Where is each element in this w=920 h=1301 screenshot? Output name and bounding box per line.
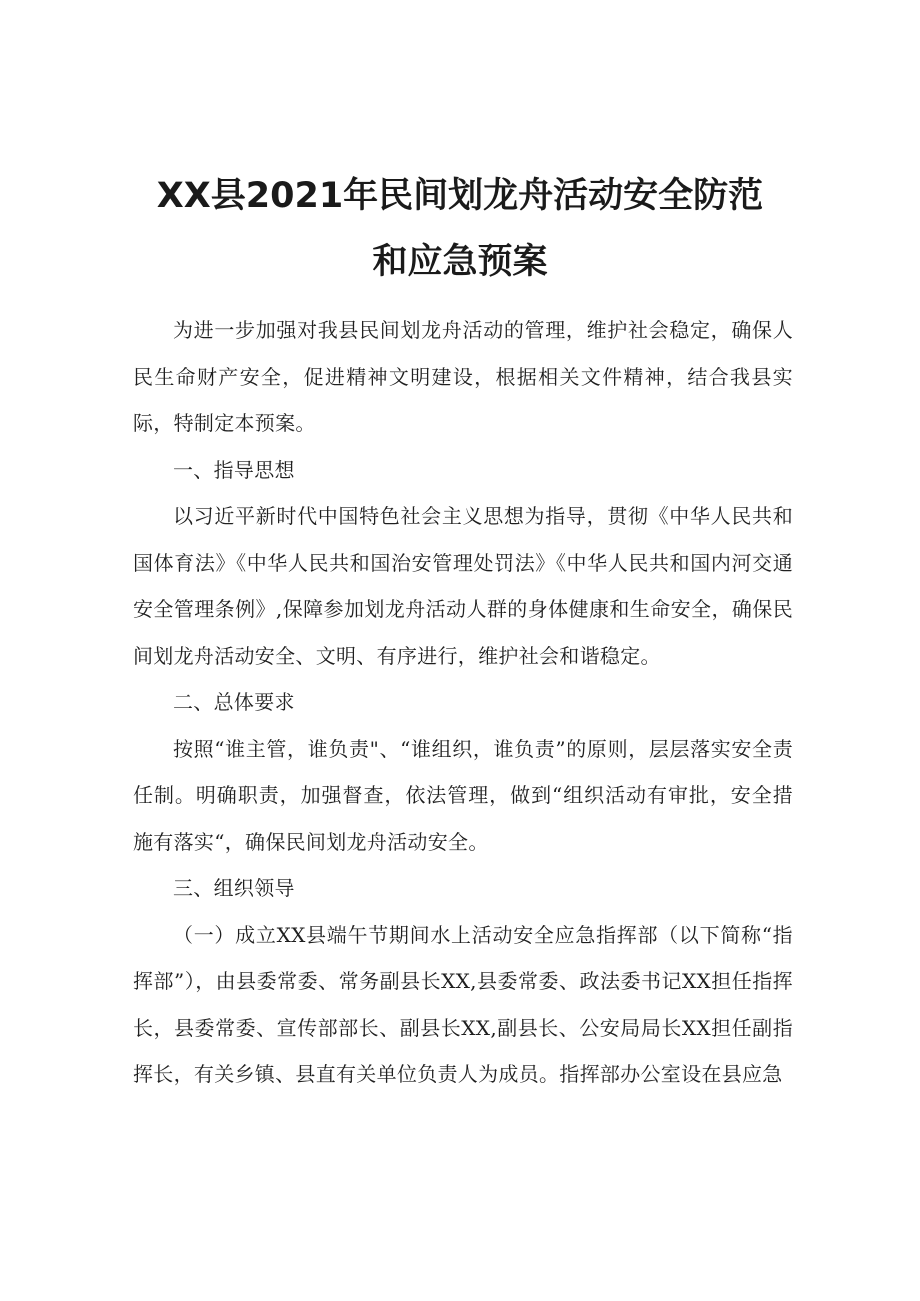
section-heading-guiding-ideology: 一、指导思想 [173,457,295,482]
document-title-line-1: XX县2021年民间划龙舟活动安全防范 [156,176,764,216]
document-body [133,307,793,1098]
section-paragraph-organization-leadership: （一）成立XX县端午节期间水上活动安全应急指挥部（以下简称“指挥部”），由县委常委、常务副县长XX,县委常委、政法委书记XX担任指挥长，县委常委、宣传部部长、副县长XX,副县长、公安局局长XX担任副指挥长，有关乡镇、县直有关单位负责人为成员。指挥部办公室设在县应急 [133,922,793,1086]
intro-paragraph: 为进一步加强对我县民间划龙舟活动的管理，维护社会稳定，确保人民生命财产安全，促进精神文明建设，根据相关文件精神，结合我县实际，特制定本预案。 [133,318,793,435]
section-paragraph-general-requirements: 按照“谁主管，谁负责"、“谁组织，谁负责”的原则，层层落实安全责任制。明确职责，加强督查，依法管理，做到“组织活动有审批，安全措施有落实“，确保民间划龙舟活动安全。 [133,736,793,854]
section-paragraph-guiding-ideology: 以习近平新时代中国特色社会主义思想为指导，贯彻《中华人民共和国体育法》《中华人民共和国治安管理处罚法》《中华人民共和国内河交通安全管理条例》,保障参加划龙舟活动人群的身体健康和生命安全，确保民间划龙舟活动安全、文明、有序进行，维护社会和谐稳定。 [133,504,793,668]
document-title-line-2: 和应急预案 [372,242,548,282]
section-heading-organization-leadership: 三、组织领导 [173,876,295,900]
section-heading-general-requirements: 二、总体要求 [173,690,295,714]
